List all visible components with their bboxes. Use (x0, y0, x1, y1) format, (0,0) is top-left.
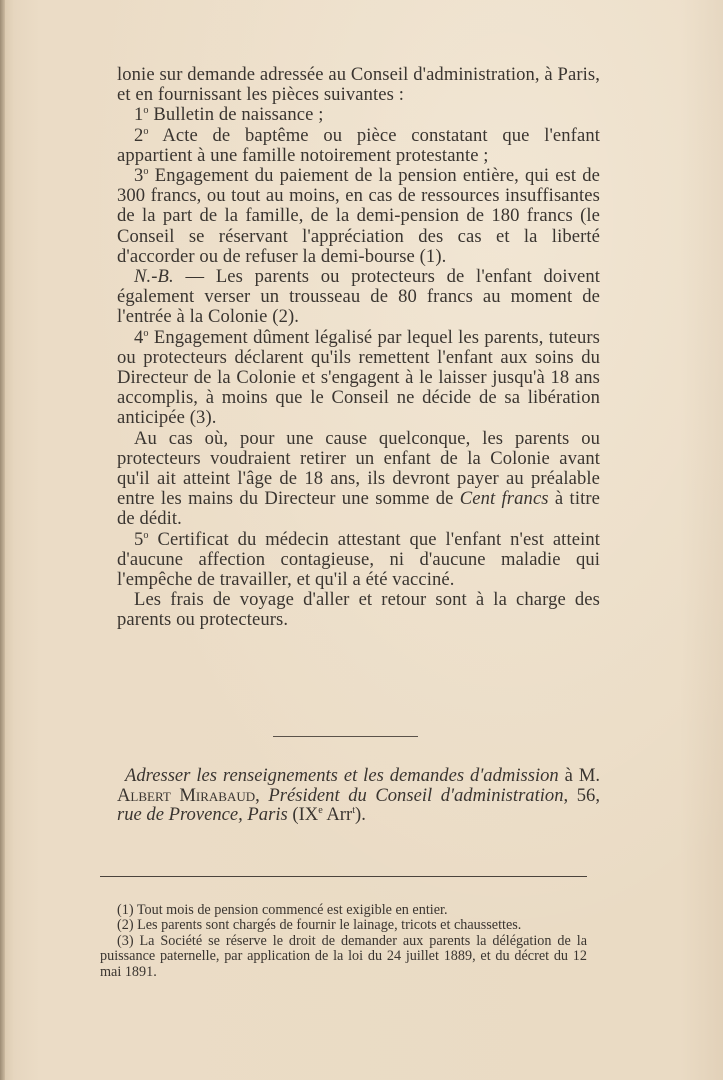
address-street: rue de Provence, Paris (117, 804, 288, 826)
footnote-2: (2) Les parents sont chargés de fournir le lainage, tricots et chaussettes. (117, 917, 522, 934)
item-5-number: 5 (134, 528, 144, 550)
item-3-text: Engagement du paiement de la pension entière, qui est de 300 francs, ou tout au moins, en cas de ressources insuffisantes de la part de la famille, de la demi-pension de 180 francs (le Conseil se réservant l'appréciation des cas et la liberté d'accorder ou de refuser la demi-bourse (1). (117, 165, 600, 267)
item-3-number: 3 (134, 165, 144, 187)
address-street-number: , 56, (563, 784, 600, 806)
address-paragraph (117, 766, 600, 825)
address-arrondissement-sup: e (318, 805, 323, 816)
item-4-text: Engagement dûment légalisé par lequel les parents, tuteurs ou protecteurs déclarent qu'ils remettent l'enfant aux soins du Directeur de la Colonie et s'engagent à le laisser jusqu'à 18 ans accomplis, à moins que le Conseil ne décide de sa libération anticipée (3). (117, 326, 601, 429)
page-binding-edge (0, 0, 5, 1080)
item-3 (117, 166, 600, 267)
nota-bene (117, 267, 600, 328)
nota-bene-text: — Les parents ou protecteurs de l'enfant doivent également verser un trousseau de 80 francs au moment de l'entrée à la Colonie (2). (117, 266, 600, 328)
item-2 (117, 126, 600, 166)
footnote-1: (1) Tout mois de pension commencé est exigible en entier. (117, 902, 448, 918)
address-role: Président du Conseil d'administration (268, 784, 564, 806)
paragraph-travel-costs: Les frais de voyage d'aller et retour sont à la charge des parents ou protecteurs. (117, 589, 600, 631)
item-2-ordinal: o (143, 125, 149, 137)
paragraph-intro: lonie sur demande adressée au Conseil d'administration, à Paris, et en fournissant les pièces suivantes : (117, 64, 600, 106)
address-end: ). (355, 804, 366, 826)
address-arrondissement: (IX (287, 804, 319, 826)
item-2-number: 2 (134, 124, 144, 146)
address-arr-label: Arr (322, 804, 353, 826)
item-5-text: Certificat du médecin attestant que l'enfant n'est atteint d'aucune affection contagieuse, ni d'aucune maladie qui l'empêche de travailler, et qu'il a été vacciné. (117, 528, 600, 591)
item-5 (117, 530, 600, 591)
item-1-text: Bulletin de naissance ; (153, 104, 324, 126)
address-to: à M. (558, 765, 601, 786)
item-2-text: Acte de baptême ou pièce constatant que l'enfant appartient à une famille notoirement protestante ; (117, 124, 600, 166)
address-block (117, 766, 600, 825)
item-4-ordinal: o (143, 327, 149, 339)
footnotes (100, 903, 587, 980)
withdrawal-amount: Cent francs (459, 488, 549, 510)
address-name: Albert Mirabaud (117, 784, 256, 806)
item-1-ordinal: o (143, 105, 149, 117)
nota-bene-label: N.-B. (134, 266, 174, 288)
address-comma: , (255, 784, 269, 806)
footnote-3: (3) La Société se réserve le droit de demander aux parents la délégation de la puissance paternelle, par application de la loi du 24 juillet 1889, et du décret du 12 mai 1891. (100, 932, 587, 980)
paragraph-withdrawal (117, 429, 600, 530)
footnote-rule (100, 876, 587, 877)
item-5-ordinal: o (143, 529, 149, 541)
item-3-ordinal: o (143, 165, 149, 177)
item-4-number: 4 (134, 326, 144, 348)
item-1 (117, 105, 600, 125)
main-text (117, 65, 600, 631)
address-intro: Adresser les renseignements et les demandes d'admission (125, 765, 559, 786)
item-4 (117, 328, 600, 429)
item-1-number: 1 (134, 104, 144, 126)
address-arr-label-sup: t (352, 805, 356, 816)
withdrawal-text-start: Au cas où, pour une cause quelconque, les parents ou protecteurs voudraient retirer un enfant de la Colonie avant qu'il ait atteint l'âge de 18 ans, ils devront payer au préalable entre les mains du Directeur une somme de (117, 427, 600, 510)
withdrawal-text-end: à titre de dédit. (117, 488, 600, 530)
section-divider (273, 736, 418, 737)
